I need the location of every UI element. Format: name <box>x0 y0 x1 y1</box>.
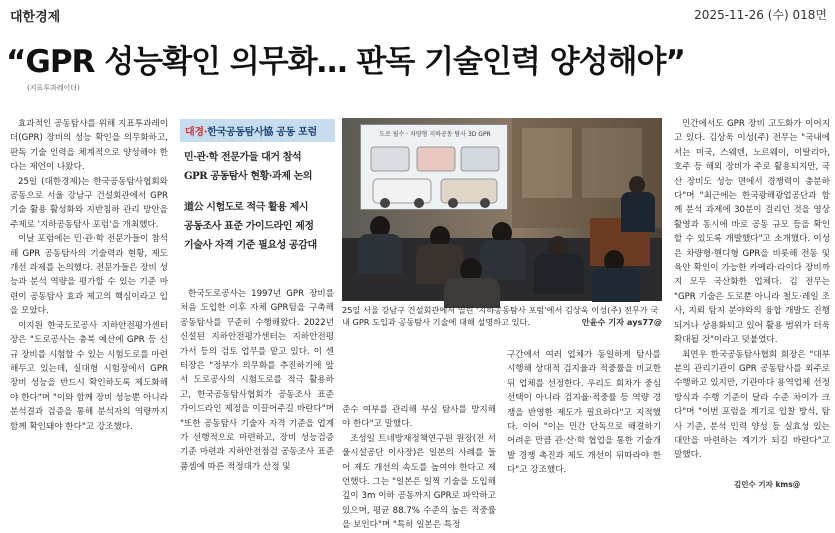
audience-body <box>358 234 402 274</box>
sidebar-tag: 대경· <box>185 127 208 138</box>
newspaper-masthead: 대한경제 <box>10 10 61 25</box>
audience-body <box>534 254 584 294</box>
article-headline: “GPR 성능확인 의무화… 판독 기술인력 양성해야” <box>6 44 685 80</box>
sidebar-title: 한국공동탐사協 공동 포럼 <box>207 127 317 138</box>
article-author: 김민수 기자 kms@ <box>734 480 801 489</box>
headline-subcaption: (지표투과레이더) <box>27 84 80 92</box>
paragraph: 한국도로공사는 1997년 GPR 장비를 처음 도입한 이후 자체 GPR팀을 구축해 공동탐사를 꾸준히 수행해왔다. 2022년 신설된 지하안전평가센터는 지하안전평가서 등의 검토 업무를 맡고 있다. 이 센터장은 "정부가 의무화를 추진하기에 앞서 도로공사의 시험도로를 적극 활용하고, 한국공동탐사협회가 공동조사 표준 가이드라인 제정을 이끌어주길 바란다"며 "또한 공동탐사 기술자 자격 기준을 업계가 선행적으로 마련하고, 장비 성능검증 기준 마련과 지하안전점검 공동조사 표준 품셈에 따른 적정대가 산정 및 <box>180 289 334 472</box>
paragraph: 조성일 트네방재정책연구원 원장(전 서울시설공단 이사장)은 일본의 사례를 들어 제도 개선의 속도를 높여야 한다고 제언했다. 그는 "일본은 일찍 기술을 도입해 깊이 3m 이하 공동까지 GPR로 파악하고 있으며, 평균 88.7% 수준의 높은 적중률을 보인다"며 "특히 일본은 특정 <box>342 433 496 531</box>
caption-text: 25일 서울 강남구 건설회관에서 열린 '지하공동탐사 포럼'에서 김상욱 이성(주) 전무가 국내 GPR 도입과 공동탐사 기술에 대해 설명하고 있다. <box>342 305 659 327</box>
paragraph: 구간에서 여러 업체가 동일하게 탐사를 시행해 상대적 검지율과 적중률을 비교한 뒤 업체를 선정한다. 우리도 회차가 중심 선택이 아니라 검지율·적중률 등 역량 경쟁을 반영한 제도가 필요하다"고 지적했다. 이어 "이는 민간 단독으로 해결하기 어려운 만큼 관·산·학 협업을 통한 기술개발 경쟁 촉진과 제도 개선이 뒤따라야 한다"고 강조했다. <box>507 350 661 476</box>
sidebar-line: 민·관·학 전문가들 대거 참석 <box>184 152 302 163</box>
article-column-4 <box>507 348 661 488</box>
article-column-1 <box>10 117 168 489</box>
issue-dateline: 2025-11-26 (수) 018면 <box>694 8 827 22</box>
audience-body <box>480 240 526 280</box>
paragraph: 준수 여부를 관리해 부실 탐사를 방지해야 한다"고 말했다. <box>342 405 496 430</box>
forum-photo <box>342 118 662 301</box>
paragraph: 최연우 한국공동탐사협회 회장은 "대부분의 관리기관이 GPR 공동탐사를 외주로 수행하고 있지만, 기관마다 용역업체 선정 방식과 수행 기준이 달라 수준 차이가 크다"며 "이번 포럼을 계기로 입찰 방식, 탐사 기준, 분석 인력 양성 등 실효성 있는 대안을 마련하는 계기가 되길 바란다"고 말했다. <box>674 349 830 461</box>
sidebar-line: 道公 시험도로 적극 활용 제시 <box>184 202 309 213</box>
paragraph: 25일 (대한경제)는 한국공동탐사협회와 공동으로 서울 강남구 건설회관에서 GPR 기술 활용 활성화와 지반침하 관리 방안을 주제로 '지하공동탐사 포럼'을 개최했다. <box>10 176 168 230</box>
sidebar-line: GPR 공동탐사 현황·과제 논의 <box>184 171 313 182</box>
screen-vehicles-graphic <box>361 125 509 211</box>
paragraph: 이날 포럼에는 민·관·학 전문가들이 참석해 GPR 공동탐사의 기술력과 현황, 제도 개선 과제를 논의했다. 전문가들은 장비 성능과 분석 역량을 평가할 수 있는 기준 마련이 공동탐사 효과 제고의 핵심이라고 입을 모았다. <box>10 234 168 317</box>
speaker-body <box>621 192 655 232</box>
paragraph: 민간에서도 GPR 장비 고도화가 이어지고 있다. 김상욱 이성(주) 전무는 "국내에서는 미국, 스웨덴, 노르웨이, 이탈리아, 호주 등 해외 장비가 주로 활용되지만, 국산 장비도 성능 면에서 경쟁력이 충분하다"며 "최근에는 한국광해광업공단과 함께 분석 과제에 30분이 걸리던 것을 영상 활영과 동시에 바로 공동 규모 등을 확인할 수 있도록 개발했다"고 소개했다. 이성은 차량형·핸디형 GPR을 비롯해 전동 및 육안 확인이 가능한 카메라·라이다 장비까지 모두 국산화한 업체다. 김 전무는 "GPR 기술은 도로뿐 아니라 철도·레일 조사, 지뢰 탐지 분야와의 융합 개발도 진행되거나 상용화되고 있어 활용 범위가 더욱 확대될 것"이라고 덧붙였다. <box>674 119 830 346</box>
summary-sidebar <box>180 119 335 279</box>
article-column-2 <box>180 287 334 490</box>
article-column-5 <box>674 117 830 477</box>
screen-title: 도로 필수 · 차량형 지하공동 탐사 3D GPR <box>379 131 491 138</box>
audience-body <box>592 268 640 302</box>
photo-credit: 안윤수 기자 ays77@ <box>581 317 662 327</box>
photo-caption <box>342 304 662 328</box>
sidebar-header <box>180 119 335 142</box>
sidebar-line: 기술사 자격 기준 필요성 공감대 <box>184 240 317 251</box>
paragraph: 효과적인 공동탐사를 위해 지표투과레이더(GPR) 장비의 성능 확인을 의무화하고, 판독 기술 인력을 체계적으로 양성해야 한다는 제언이 나왔다. <box>10 119 168 173</box>
sidebar-line: 공동조사 표준 가이드라인 제정 <box>184 221 314 232</box>
paragraph: 이지원 한국도로공사 지하안전평가센터장은 "도로공사는 충북 예산에 GPR 등 신규 장비를 시험할 수 있는 시험도로를 마련해두고 있는데, 실대형 시험장에서 GPR 장비 성능을 반드시 확인하도록 제도화해야 한다"며 "이와 함께 장비 성능뿐 아니라 분석결과 검증을 통해 분석자의 역량까지 함께 확인돼야 한다"고 강조했다. <box>10 320 168 432</box>
article-column-3 <box>342 403 496 531</box>
presentation-screen <box>360 124 508 210</box>
